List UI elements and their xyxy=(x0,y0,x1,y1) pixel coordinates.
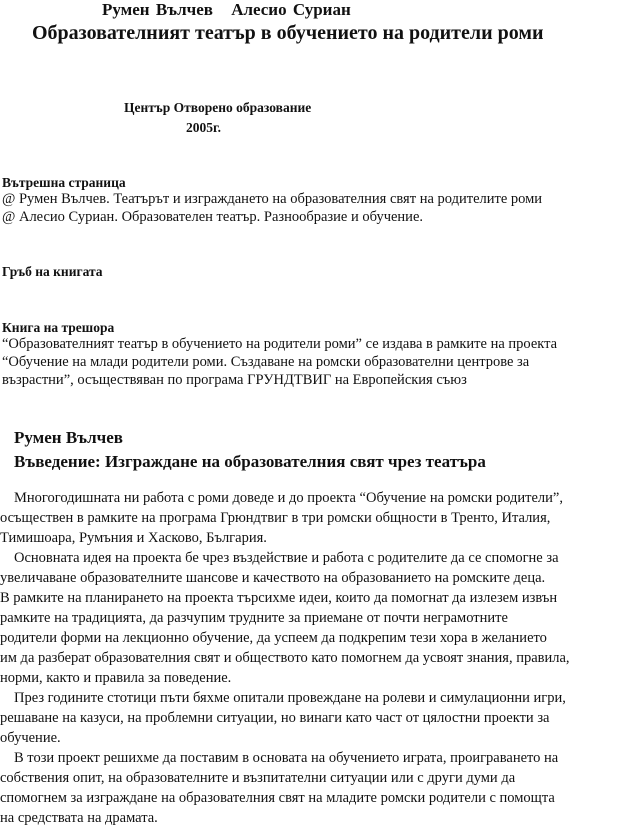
paragraph-line: Тимишоара, Румъния и Хасково, България. xyxy=(0,530,267,546)
inner-page-line: @ Алесио Суриан. Образователен театър. Разнообразие и обучение. xyxy=(2,209,424,225)
paragraph-line: спомогнем за изграждане на образователния свят на младите ромски родители с помощта xyxy=(0,790,555,806)
authors-line xyxy=(102,0,351,20)
author-name: Алесио Суриан xyxy=(231,0,351,19)
paragraph-line: рамките на традицията, да разчупим трудните за приемане от почти неграмотните xyxy=(0,610,508,626)
author-name: Румен Вълчев xyxy=(102,0,213,19)
paragraph-line: Многогодишната ни работа с роми доведе и до проекта “Обучение на ромски родители”, xyxy=(14,490,563,506)
paragraph-line: на средствата на драмата. xyxy=(0,810,158,826)
inner-page-heading: Вътрешна страница xyxy=(2,175,126,190)
chapter-author: Румен Вълчев xyxy=(14,428,123,447)
paragraph-line: Основната идея на проекта бе чрез въздействие и работа с родителите да се спомогне за xyxy=(14,550,559,566)
book-title: Образователният театър в обучението на родители роми xyxy=(32,22,544,44)
publisher: Център Отворено образование xyxy=(124,100,312,115)
paragraph-line: В този проект решихме да поставим в основата на обучението играта, проиграването на xyxy=(14,750,559,766)
spine-heading: Гръб на книгата xyxy=(2,264,103,279)
inner-page-line: @ Румен Вълчев. Театърът и изграждането на образователния свят на родителите роми xyxy=(2,191,543,207)
paragraph-line: собствения опит, на образователните и възпитателни ситуации или с други думи да xyxy=(0,770,516,786)
paragraph-line: норми, както и правила за поведение. xyxy=(0,670,232,686)
paragraph-line: През годините стотици пъти бяхме опитали провеждане на ролеви и симулационни игри, xyxy=(14,690,566,706)
publication-year: 2005г. xyxy=(186,120,221,135)
colophon-line: възрастни”, осъществяван по програма ГРУНДТВИГ на Европейския съюз xyxy=(2,372,467,388)
paragraph-line: родители форми на лекционно обучение, да успеем да подкрепим тези хора в желанието xyxy=(0,630,547,646)
colophon-heading: Книга на трешора xyxy=(2,320,115,335)
colophon-line: “Образователният театър в обучението на родители роми” се издава в рамките на проекта xyxy=(2,336,558,352)
paragraph-line: решаване на казуси, на проблемни ситуации, но винаги като част от цялостни проекти за xyxy=(0,710,550,726)
chapter-body xyxy=(0,488,640,828)
paragraph-line: им да разберат образователния свят и обществото като помогнем да усвоят знания, правила, xyxy=(0,650,570,666)
chapter-title: Въведение: Изграждане на образователния свят чрез театъра xyxy=(14,452,486,471)
paragraph-line: обучение. xyxy=(0,730,61,746)
colophon-line: “Обучение на млади родители роми. Създаване на ромски образователни центрове за xyxy=(2,354,530,370)
paragraph-line: увеличаване образователните шансове и качеството на образованието на ромските деца. xyxy=(0,570,546,586)
paragraph-line: осъществен в рамките на програма Грюндтвиг в три ромски общности в Тренто, Италия, xyxy=(0,510,551,526)
paragraph-line: В рамките на планирането на проекта търсихме идеи, които да помогнат да излезем извън xyxy=(0,590,558,606)
